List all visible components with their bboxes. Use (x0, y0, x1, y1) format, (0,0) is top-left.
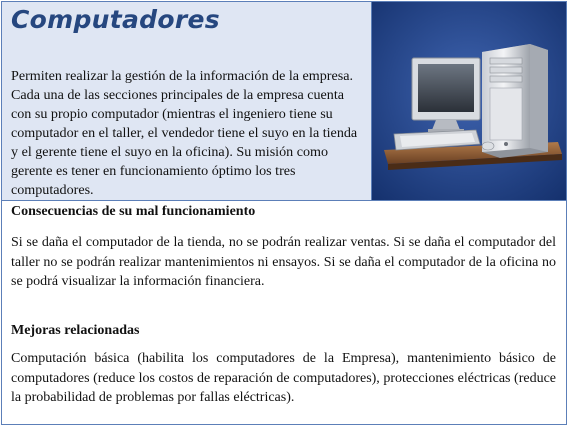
consequences-heading: Consecuencias de su mal funcionamiento (11, 204, 256, 219)
intro-text: Permiten realizar la gestión de la información de la empresa. Cada una de las secciones principales de la empresa cuenta con su propio computador (mientras el ingeniero tiene su computador en el taller, el vendedor tiene el suyo en la tienda y el gerente tiene el suyo en la oficina). Su misión como gerente es tener en funcionamiento óptimo los tres computadores. (11, 68, 358, 198)
computer-photo (372, 2, 566, 200)
consequences-text: Si se daña el computador de la tienda, no se podrán realizar ventas. Si se daña el computador del taller no se podrán realizar mantenimientos ni ensayos. Si se daña el computador de la oficina no se podrá visualizar la información financiera. (11, 235, 556, 289)
card-header (2, 2, 566, 201)
related-improvements-text: Computación básica (habilita los computadores de la Empresa), mantenimiento básico de computadores (reduce los costos de reparación de computadores), protecciones eléctricas (reduce la probabilidad de problemas por fallas eléctricas). (11, 351, 556, 405)
related-improvements-heading: Mejoras relacionadas (11, 323, 140, 338)
computer-info-card (1, 1, 567, 425)
card-title: Computadores (11, 5, 220, 34)
header-text-panel (2, 2, 372, 200)
desktop-computer-image (372, 2, 566, 200)
